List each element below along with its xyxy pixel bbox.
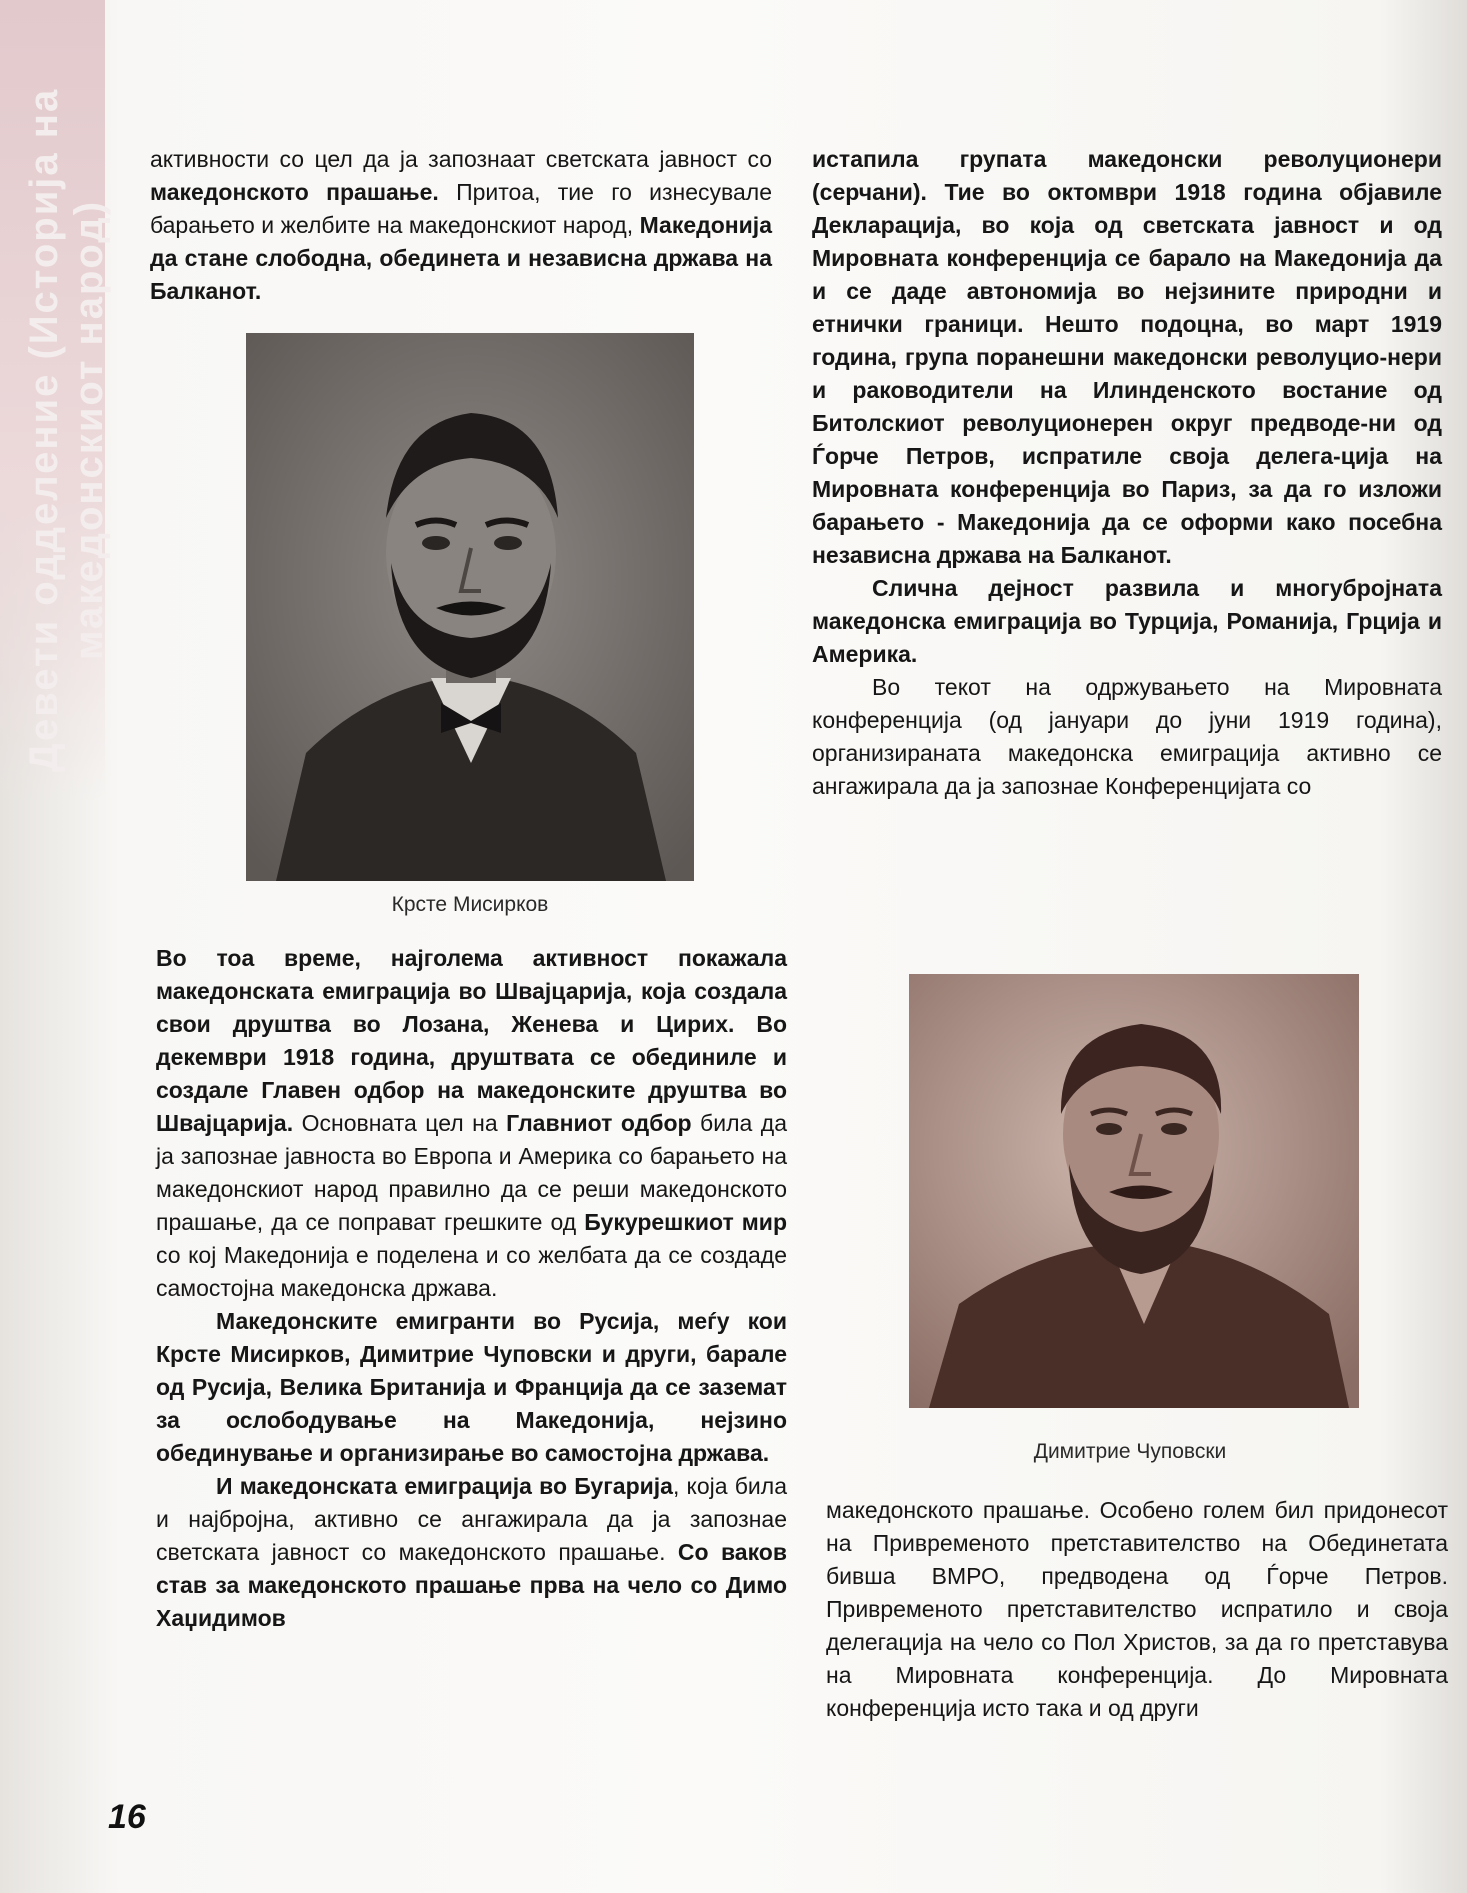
bold-paragraph: Слична дејност развила и многубројната македонска емиграција во Турција, Романија, Грција и Америка.	[812, 575, 1442, 667]
bold-run: Главниот одбор	[506, 1110, 692, 1136]
bold-run: Македонија да стане слободна, обединета и независна држава на Балканот.	[150, 212, 772, 304]
bold-run: И македонската емиграција во Бугарија	[216, 1473, 673, 1499]
text-run: Основната цел на	[293, 1110, 507, 1136]
right-bottom-text	[826, 1494, 1448, 1725]
spine-title: Девети одделение (Историја на македонскиот народ)	[22, 87, 111, 773]
left-top-paragraph	[150, 143, 772, 308]
left-bottom-text	[156, 942, 787, 1635]
spine-band	[0, 0, 111, 800]
text-paragraph: македонското прашање. Особено голем бил придонесот на Привременото претставителство на Обединетата бивша ВМРО, предводена од Ѓорче Петров. Привременото претставителство испратило и своја делегација на чело со Пол Христов, за да го претставува на Мировната конференција. До Мировната конференција исто така и од други	[826, 1497, 1448, 1721]
bold-run: Во тоа време, најголема активност покажала македонската емиграција во Швајцарија, која создала свои друштва во Лозана, Женева и Цирих. Во декември 1918 година, друштвата се обединиле и создале Главен одбор на македонските друштва во Швајцарија.	[156, 945, 787, 1136]
right-top-text	[812, 143, 1442, 803]
photo-caption-chupovski: Димитрие Чуповски	[1033, 1440, 1227, 1463]
bold-paragraph: истапила групата македонски револуционери (серчани). Тие во октомври 1918 година објавиле Декларација, во која од светската јавност и од Мировната конференција се барало на Македонија да и се даде автономија во нејзините природни и етнички граници. Нешто подоцна, во март 1919 година, група поранешни македонски револуцио-нери и раководители на Илинденското востание од Битолскиот револуционерен округ предводе-ни од Ѓорче Петров, испратиле своја делега-ција на Мировната конференција во Париз, за да го изложи барањето - Македонија да се оформи како посебна независна држава на Балканот.	[812, 146, 1442, 568]
text-run: била да ја запознае јавноста во Европа и Америка со барањето на македонскиот народ правилно да се реши македонското прашање, да се поправат грешките од	[156, 1110, 788, 1235]
bold-run: македонското прашање.	[150, 179, 439, 205]
portrait-photo-chupovski	[909, 974, 1359, 1408]
bold-run: Букурешкиот мир	[584, 1209, 787, 1235]
text-run: со кој Македонија е поделена и со желбата да се создаде самостојна македонска држава.	[156, 1242, 787, 1301]
text-run: , која била и најбројна, активно се ангажирала да ја запознае светската јавност со македонското прашање.	[156, 1473, 787, 1565]
bold-run: Со ваков став за македонското прашање прва на чело со Димо Хаџидимов	[156, 1539, 787, 1631]
portrait-photo-misirkov	[246, 333, 694, 881]
bold-paragraph: Македонските емигранти во Русија, меѓу кои Крсте Мисирков, Димитрие Чуповски и други, барале од Русија, Велика Британија и Франција да се заземат за ослободување на Македонија, нејзино обединување и организирање во самостојна држава.	[156, 1308, 787, 1466]
text-paragraph: Во текот на одржувањето на Мировната конференција (од јануари до јуни 1919 година), организираната македонска емиграција активно се ангажирала да ја запознае Конференцијата со	[812, 674, 1442, 799]
text-run: Притоа, тие го изнесувале барањето и желбите на македонскиот народ,	[150, 179, 772, 238]
text-run: активности со цел да ја запознаат светската јавност со	[150, 146, 772, 172]
photo-caption-misirkov: Крсте Мисирков	[391, 893, 549, 916]
page-number: 16	[108, 1798, 146, 1836]
